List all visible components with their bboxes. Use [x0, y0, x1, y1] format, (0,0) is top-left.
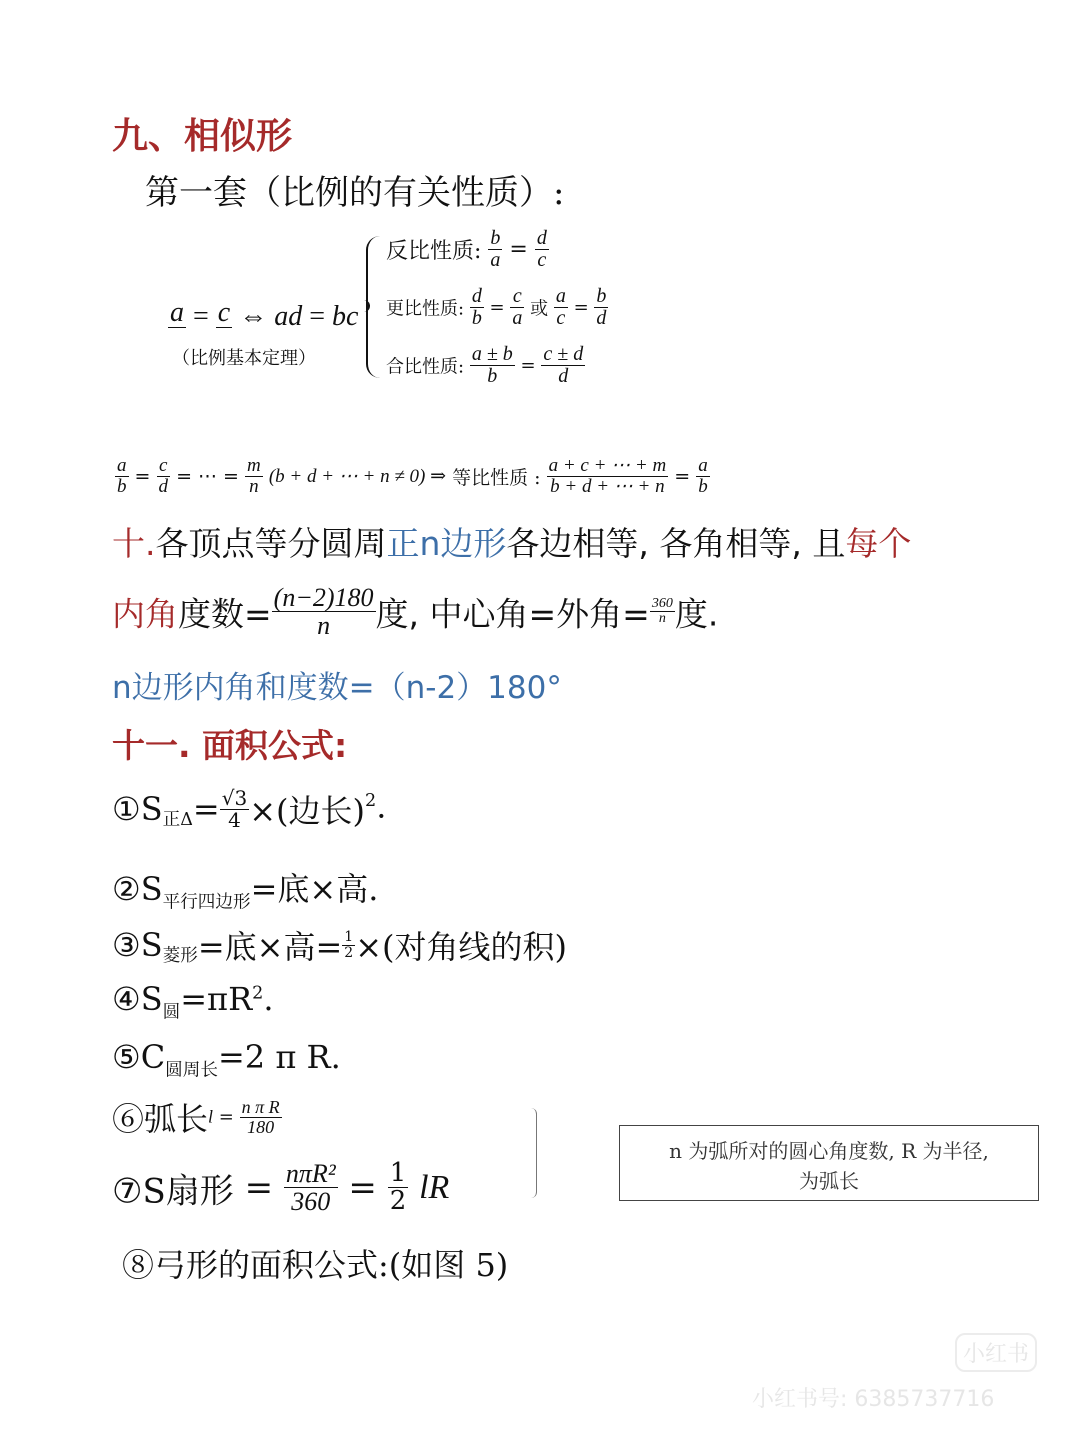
formula-equilateral-triangle: $①S_{正\Delta}=$ $\frac{√3}{4}$ ×(边长)$^2$.	[112, 785, 387, 832]
base-theorem-label: （比例基本定理）	[172, 348, 316, 369]
note-line-1: n 为弧所对的圆心角度数, R 为半径,	[669, 1139, 989, 1163]
formula-segment-area: ⑧弓形的面积公式:(如图 5)	[122, 1246, 509, 1284]
formula-sector-area: ⑦S扇形 = $\frac{\text{nπR²}}{360}$ = $\frac{1}{2}$ lR	[112, 1158, 450, 1217]
section-10-line2: 内角度数= $\frac{(n-2)180}{n}$ 度, 中心角=外角= $\frac{360}{n}$ 度.	[112, 583, 719, 641]
inverse-property: 反比性质: $\frac{b}{a}$ = $\frac{d}{c}$	[386, 227, 547, 271]
arc-note-box	[619, 1125, 1039, 1201]
section-10-line1: 十.各顶点等分圆周正n边形各边相等, 各角相等, 且每个	[112, 524, 912, 563]
formula-rhombus: $③S_{菱形}=$底×高= $\frac{1}{2}$ ×(对角线的积)	[112, 926, 567, 966]
formula-parallelogram: $②S_{平行四边形}=$底×高.	[112, 870, 379, 913]
watermark-logo: 小红书	[955, 1333, 1037, 1372]
alternate-property: 更比性质: $\frac{d}{b}$ = $\frac{c}{a}$ 或 $\frac{a}{c}$ = $\frac{b}{d}$	[386, 285, 607, 329]
section-11-heading: 十一. 面积公式:	[112, 726, 348, 765]
formula-circle-area: $④S_圆=\pi R^2$.	[112, 980, 274, 1023]
watermark-id: 小红书号: 6385737716	[752, 1387, 995, 1412]
section-9-heading: 九、相似形	[112, 116, 293, 157]
note-line-2: 为弧长	[799, 1169, 859, 1193]
equal-ratio-property: $\frac{a}{b}$ = $\frac{c}{d}$ = ⋯ = $\frac{m}{n}$ (b + d + ⋯ + n ≠ 0) ⇒ 等比性质 : $\frac{a + c + \cdots + m}{b + d + \cdots + n}$ = $\frac{a}{b}$	[117, 455, 708, 497]
note-bracket	[520, 1108, 537, 1198]
polygon-angle-sum: n边形内角和度数=（n-2）180°	[112, 670, 562, 706]
base-theorem: a = c ⇔ ad = bc	[170, 297, 359, 332]
formula-circumference: $⑤C_{圆周长}=2$ π R.	[112, 1038, 341, 1081]
first-set-title: 第一套（比例的有关性质）:	[145, 173, 565, 213]
composite-property: 合比性质: $\frac{a \pm b}{b}$ = $\frac{c \pm d}{d}$	[386, 343, 584, 387]
formula-arc-length: ⑥弧长l = $\frac{\text{n π R}}{180}$	[112, 1096, 280, 1138]
